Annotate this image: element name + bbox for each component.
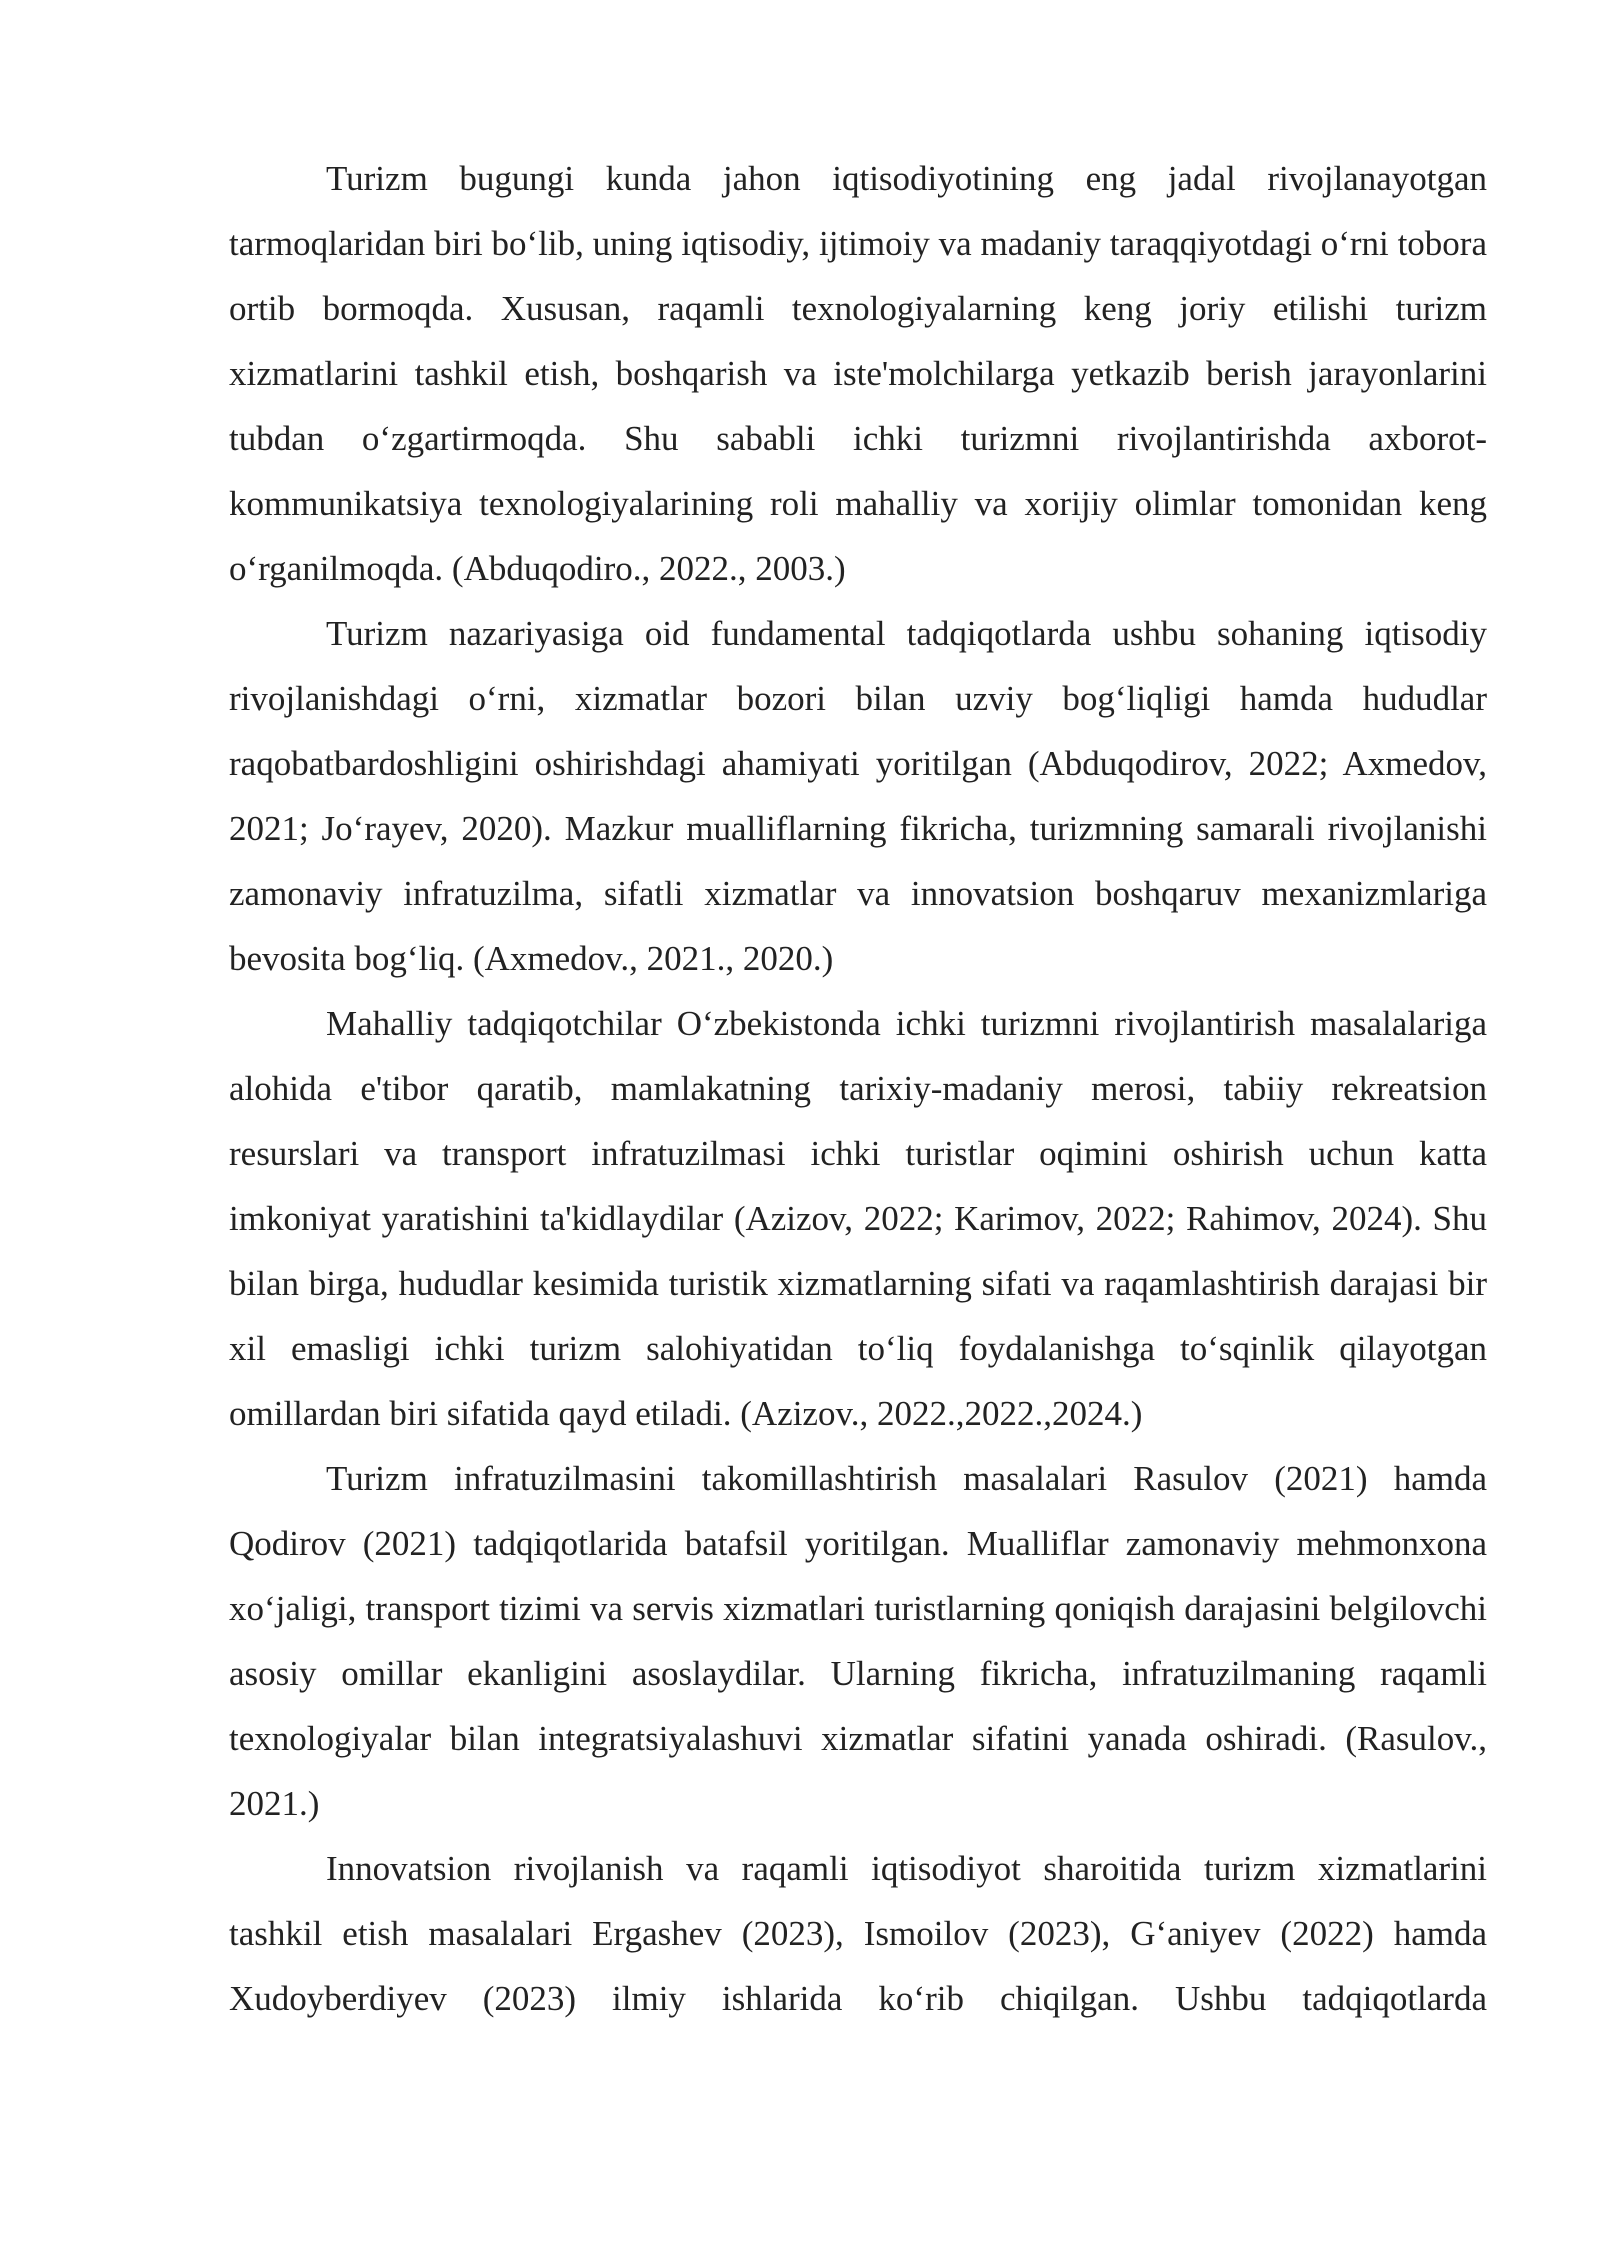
paragraph-2: Turizm nazariyasiga oid fundamental tadqiqotlarda ushbu sohaning iqtisodiy rivojlanishdagi o‘rni, xizmatlar bozori bilan uzviy bog‘liqligi hamda hududlar raqobatbardoshligini oshirishdagi ahamiyati yoritilgan (Abduqodirov, 2022; Axmedov, 2021; Jo‘rayev, 2020). Mazkur mualliflarning fikricha, turizmning samarali rivojlanishi zamonaviy infratuzilma, sifatli xizmatlar va innovatsion boshqaruv mexanizmlariga bevosita bog‘liq. (Axmedov., 2021., 2020.) [229,614,1487,978]
paragraph-5: Innovatsion rivojlanish va raqamli iqtisodiyot sharoitida turizm xizmatlarini tashkil etish masalalari Ergashev (2023), Ismoilov (2023), G‘aniyev (2022) hamda Xudoyberdiyev (2023) ilmiy ishlarida ko‘rib chiqilgan. Ushbu tadqiqotlarda [229,1849,1487,2018]
body-text [229,146,1487,2031]
paragraph-3: Mahalliy tadqiqotchilar O‘zbekistonda ichki turizmni rivojlantirish masalalariga alohida e'tibor qaratib, mamlakatning tarixiy-madaniy merosi, tabiiy rekreatsion resurslari va transport infratuzilmasi ichki turistlar oqimini oshirish uchun katta imkoniyat yaratishini ta'kidlaydilar (Azizov, 2022; Karimov, 2022; Rahimov, 2024). Shu bilan birga, hududlar kesimida turistik xizmatlarning sifati va raqamlashtirish darajasi bir xil emasligi ichki turizm salohiyatidan to‘liq foydalanishga to‘sqinlik qilayotgan omillardan biri sifatida qayd etiladi. (Azizov., 2022.,2022.,2024.) [229,1004,1487,1433]
paragraph-4: Turizm infratuzilmasini takomillashtirish masalalari Rasulov (2021) hamda Qodirov (2021) tadqiqotlarida batafsil yoritilgan. Mualliflar zamonaviy mehmonxona xo‘jaligi, transport tizimi va servis xizmatlari turistlarning qoniqish darajasini belgilovchi asosiy omillar ekanligini asoslaydilar. Ularning fikricha, infratuzilmaning raqamli texnologiyalar bilan integratsiyalashuvi xizmatlar sifatini yanada oshiradi. (Rasulov., 2021.) [229,1459,1487,1823]
paragraph-1: Turizm bugungi kunda jahon iqtisodiyotining eng jadal rivojlanayotgan tarmoqlaridan biri bo‘lib, uning iqtisodiy, ijtimoiy va madaniy taraqqiyotdagi o‘rni tobora ortib bormoqda. Xususan, raqamli texnologiyalarning keng joriy etilishi turizm xizmatlarini tashkil etish, boshqarish va iste'molchilarga yetkazib berish jarayonlarini tubdan o‘zgartirmoqda. Shu sababli ichki turizmni rivojlantirishda axborot-kommunikatsiya texnologiyalarining roli mahalliy va xorijiy olimlar tomonidan keng o‘rganilmoqda. (Abduqodiro., 2022., 2003.) [229,159,1487,588]
